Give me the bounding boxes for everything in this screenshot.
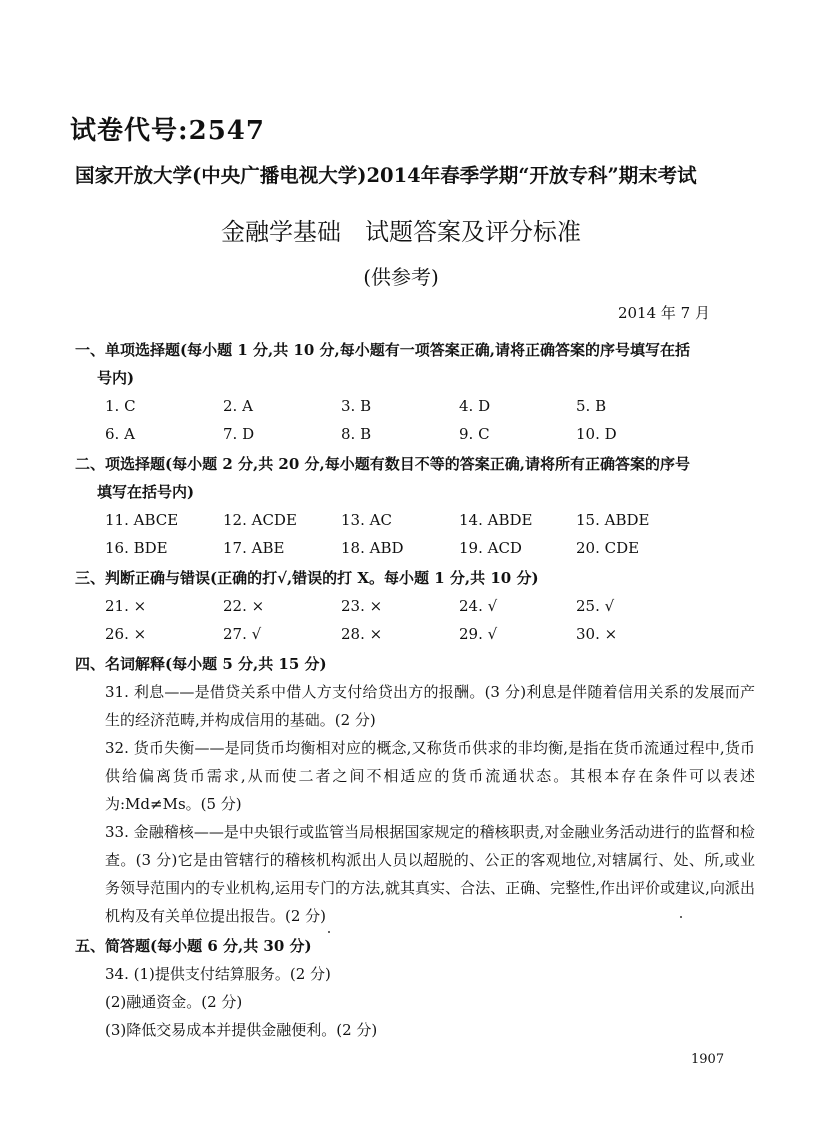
q34-item-2: (2)融通资金。(2 分) — [105, 993, 243, 1011]
answer-13: 13. AC — [341, 511, 392, 529]
page-subtitle: (供参考) — [363, 265, 439, 289]
answer-4: 4. D — [459, 397, 491, 415]
section3-heading: 三、判断正确与错误(正确的打√,错误的打 X。每小题 1 分,共 10 分) — [75, 569, 539, 587]
scan-speck — [680, 916, 682, 918]
section5-heading: 五、简答题(每小题 6 分,共 30 分) — [75, 937, 312, 955]
answer-29: 29. √ — [459, 625, 498, 643]
answer-15: 15. ABDE — [576, 511, 650, 529]
answer-17: 17. ABE — [223, 539, 285, 557]
answer-28: 28. × — [341, 625, 383, 643]
page-title: 金融学基础 试题答案及评分标准 — [221, 218, 581, 246]
answer-25: 25. √ — [576, 597, 615, 615]
section4-heading: 四、名词解释(每小题 5 分,共 15 分) — [75, 655, 327, 673]
answer-20: 20. CDE — [576, 539, 640, 557]
answer-8: 8. B — [341, 425, 372, 443]
answer-26: 26. × — [105, 625, 147, 643]
answer-16: 16. BDE — [105, 539, 168, 557]
q33-text: 33. 金融稽核——是中央银行或监管当局根据国家规定的稽核职责,对金融业务活动进行的监督和检查。(3 分)它是由管辖行的稽核机构派出人员以超脱的、公正的客观地位,对辖属行、处、所,或业务领导范围内的专业机构,运用专门的方法,就其真实、合法、正确、完整性,作出评价或建议,向派出机构及有关单位提出报告。(2 分) — [105, 823, 755, 925]
answer-19: 19. ACD — [459, 539, 522, 557]
answer-9: 9. C — [459, 425, 490, 443]
answer-3: 3. B — [341, 397, 372, 415]
answer-1: 1. C — [105, 397, 136, 415]
scan-speck — [328, 931, 330, 933]
paper-code: 试卷代号:2547 — [70, 116, 265, 146]
section2-heading-line1: 二、项选择题(每小题 2 分,共 20 分,每小题有数目不等的答案正确,请将所有正确答案的序号 — [75, 455, 690, 473]
section1-heading-line2: 号内) — [97, 369, 135, 387]
answer-5: 5. B — [576, 397, 607, 415]
answer-11: 11. ABCE — [105, 511, 179, 529]
answer-21: 21. × — [105, 597, 147, 615]
answer-14: 14. ABDE — [459, 511, 533, 529]
exam-date: 2014 年 7 月 — [617, 304, 710, 322]
q34-item-1: 34. (1)提供支付结算服务。(2 分) — [105, 965, 331, 983]
q34-item-3: (3)降低交易成本并提供金融便利。(2 分) — [105, 1021, 378, 1039]
answer-27: 27. √ — [223, 625, 262, 643]
answer-24: 24. √ — [459, 597, 498, 615]
section2-heading-line2: 填写在括号内) — [97, 483, 195, 501]
answer-18: 18. ABD — [341, 539, 404, 557]
answer-2: 2. A — [223, 397, 253, 415]
section1-heading-line1: 一、单项选择题(每小题 1 分,共 10 分,每小题有一项答案正确,请将正确答案的序号填写在括 — [75, 341, 690, 359]
answer-30: 30. × — [576, 625, 618, 643]
answer-12: 12. ACDE — [223, 511, 297, 529]
exam-title-line: 国家开放大学(中央广播电视大学)2014年春季学期“开放专科”期末考试 — [75, 164, 697, 187]
q32-text: 32. 货币失衡——是同货币均衡相对应的概念,又称货币供求的非均衡,是指在货币流通过程中,货币供给偏离货币需求,从而使二者之间不相适应的货币流通状态。其根本存在条件可以表述为:Md≠Ms。(5 分) — [105, 739, 755, 813]
q33-answer — [75, 818, 755, 930]
answer-7: 7. D — [223, 425, 255, 443]
page-number: 1907 — [691, 1052, 725, 1067]
answer-22: 22. × — [223, 597, 265, 615]
q31-answer — [75, 678, 755, 734]
answer-10: 10. D — [576, 425, 617, 443]
q31-text: 31. 利息——是借贷关系中借人方支付给贷出方的报酬。(3 分)利息是伴随着信用关系的发展而产生的经济范畴,并构成信用的基础。(2 分) — [105, 683, 755, 729]
q32-answer — [75, 734, 755, 818]
answer-6: 6. A — [105, 425, 135, 443]
answer-23: 23. × — [341, 597, 383, 615]
